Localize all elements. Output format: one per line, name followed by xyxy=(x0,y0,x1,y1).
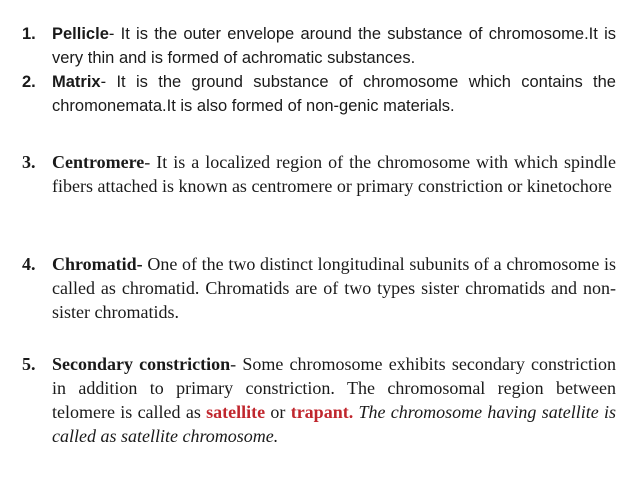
item-number: 4. xyxy=(22,254,36,274)
item-body xyxy=(52,150,616,198)
term-secondary-constriction: Secondary constriction xyxy=(52,354,231,374)
item-number: 5. xyxy=(22,354,36,374)
item-body xyxy=(52,70,616,118)
definition-text: - It is a localized region of the chromosome with which spindle fibers attached is known as centromere or primary constriction or kinetochore xyxy=(52,152,616,196)
highlight-satellite: satellite xyxy=(206,402,266,422)
item-body xyxy=(52,22,616,70)
highlight-trapant: trapant. xyxy=(290,402,354,422)
list-item-chromatid xyxy=(0,252,638,324)
definition-text: - It is the ground substance of chromosome which contains the chromonemata.It is also formed of non-genic materials. xyxy=(52,73,616,115)
term-chromatid: Chromatid- xyxy=(52,254,143,274)
italic-text: The chromosome having satellite is called as satellite chromosome. xyxy=(52,402,616,446)
list-item-pellicle xyxy=(0,22,638,70)
connector-text: or xyxy=(265,402,291,422)
term-matrix: Matrix xyxy=(52,73,101,91)
item-number: 3. xyxy=(22,152,36,172)
item-body xyxy=(52,352,616,448)
item-number: 2. xyxy=(22,73,36,91)
item-number: 1. xyxy=(22,25,36,43)
definition-text: - Some chromosome exhibits secondary constriction in addition to primary constriction. The chromosomal region between telomere is called as xyxy=(52,354,617,422)
definition-text: One of the two distinct longitudinal subunits of a chromosome is called as chromatid. Chromatids are of two types sister chromatids and non- sister chromatids. xyxy=(52,254,616,322)
term-pellicle: Pellicle xyxy=(52,25,109,43)
item-body xyxy=(52,252,616,324)
term-centromere: Centromere xyxy=(52,152,145,172)
definition-text: - It is the outer envelope around the substance of chromosome.It is very thin and is formed of achromatic substances. xyxy=(52,25,616,67)
list-item-secondary-constriction xyxy=(0,352,638,448)
list-item-centromere xyxy=(0,150,638,222)
list-item-matrix xyxy=(0,70,638,118)
